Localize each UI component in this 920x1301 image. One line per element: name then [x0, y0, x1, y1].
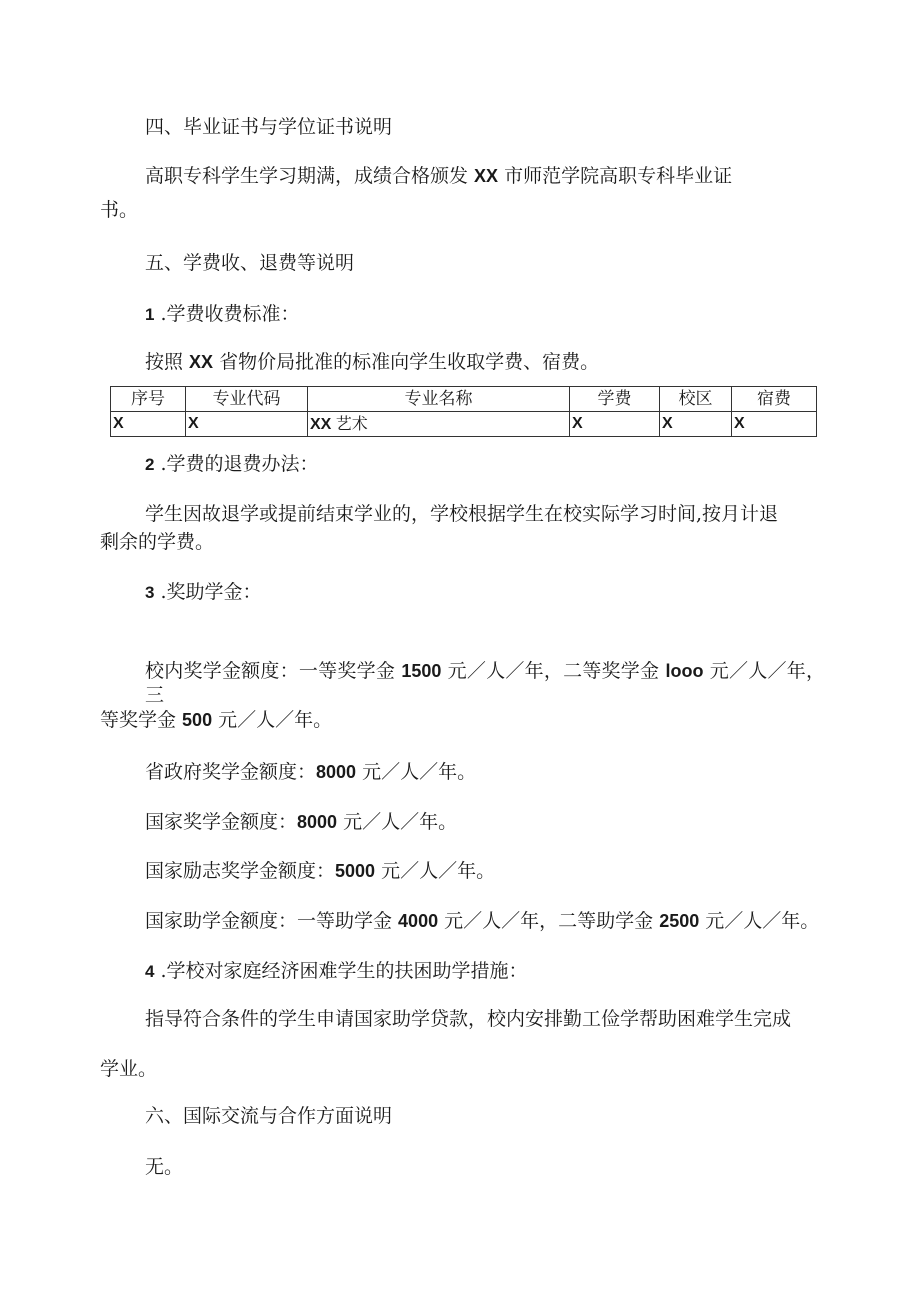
- school-scholarship-paragraph: 校内奖学金额度：一等奖学金 1500 元／人／年，二等奖学金 looo 元／人／年，三: [145, 660, 825, 706]
- section-6-heading: 六、国际交流与合作方面说明: [145, 1105, 393, 1127]
- header-major-name: 专业名称: [308, 387, 570, 412]
- graduation-paragraph-cont: 书。: [100, 199, 139, 221]
- item-3-heading: 3 .奖助学金：: [145, 581, 262, 603]
- refund-paragraph-cont: 剩余的学费。: [100, 531, 215, 553]
- table-row: [111, 412, 817, 437]
- header-dorm-fee: 宿费: [732, 387, 817, 412]
- national-scholarship-paragraph: 国家奖学金额度：8000 元／人／年。: [145, 811, 458, 833]
- cell-dorm-fee: X: [732, 412, 817, 437]
- header-seq: 序号: [111, 387, 186, 412]
- provincial-scholarship-paragraph: 省政府奖学金额度：8000 元／人／年。: [145, 761, 477, 783]
- section-5-heading: 五、学费收、退费等说明: [145, 252, 355, 274]
- cell-major-code: X: [186, 412, 308, 437]
- cell-campus: X: [660, 412, 732, 437]
- cell-seq: X: [111, 412, 186, 437]
- item-4-heading: 4 .学校对家庭经济困难学生的扶困助学措施：: [145, 960, 528, 982]
- assistance-paragraph-cont: 学业。: [100, 1058, 158, 1080]
- fee-table-header-row: [111, 387, 817, 412]
- cell-tuition: X: [570, 412, 660, 437]
- refund-paragraph: 学生因故退学或提前结束学业的，学校根据学生在校实际学习时间,按月计退: [145, 503, 779, 525]
- header-campus: 校区: [660, 387, 732, 412]
- cell-major-name: XX 艺术: [308, 412, 570, 437]
- section-4-heading: 四、毕业证书与学位证书说明: [145, 116, 393, 138]
- fee-standard-paragraph: 按照 XX 省物价局批准的标准向学生收取学费、宿费。: [145, 351, 600, 373]
- fee-table: [110, 386, 817, 437]
- assistance-paragraph: 指导符合条件的学生申请国家助学贷款，校内安排勤工俭学帮助困难学生完成: [145, 1008, 792, 1030]
- international-paragraph: 无。: [145, 1156, 184, 1178]
- national-grant-paragraph: 国家助学金额度：一等助学金 4000 元／人／年，二等助学金 2500 元／人／年。: [145, 910, 820, 932]
- item-1-heading: 1 .学费收费标准：: [145, 303, 300, 325]
- header-tuition: 学费: [570, 387, 660, 412]
- school-scholarship-paragraph-cont: 等奖学金 500 元／人／年。: [100, 709, 333, 731]
- item-2-heading: 2 .学费的退费办法：: [145, 453, 319, 475]
- header-major-code: 专业代码: [186, 387, 308, 412]
- national-encouragement-paragraph: 国家励志奖学金额度：5000 元／人／年。: [145, 860, 496, 882]
- graduation-paragraph: 高职专科学生学习期满，成绩合格颁发 XX 市师范学院高职专科毕业证: [145, 165, 733, 187]
